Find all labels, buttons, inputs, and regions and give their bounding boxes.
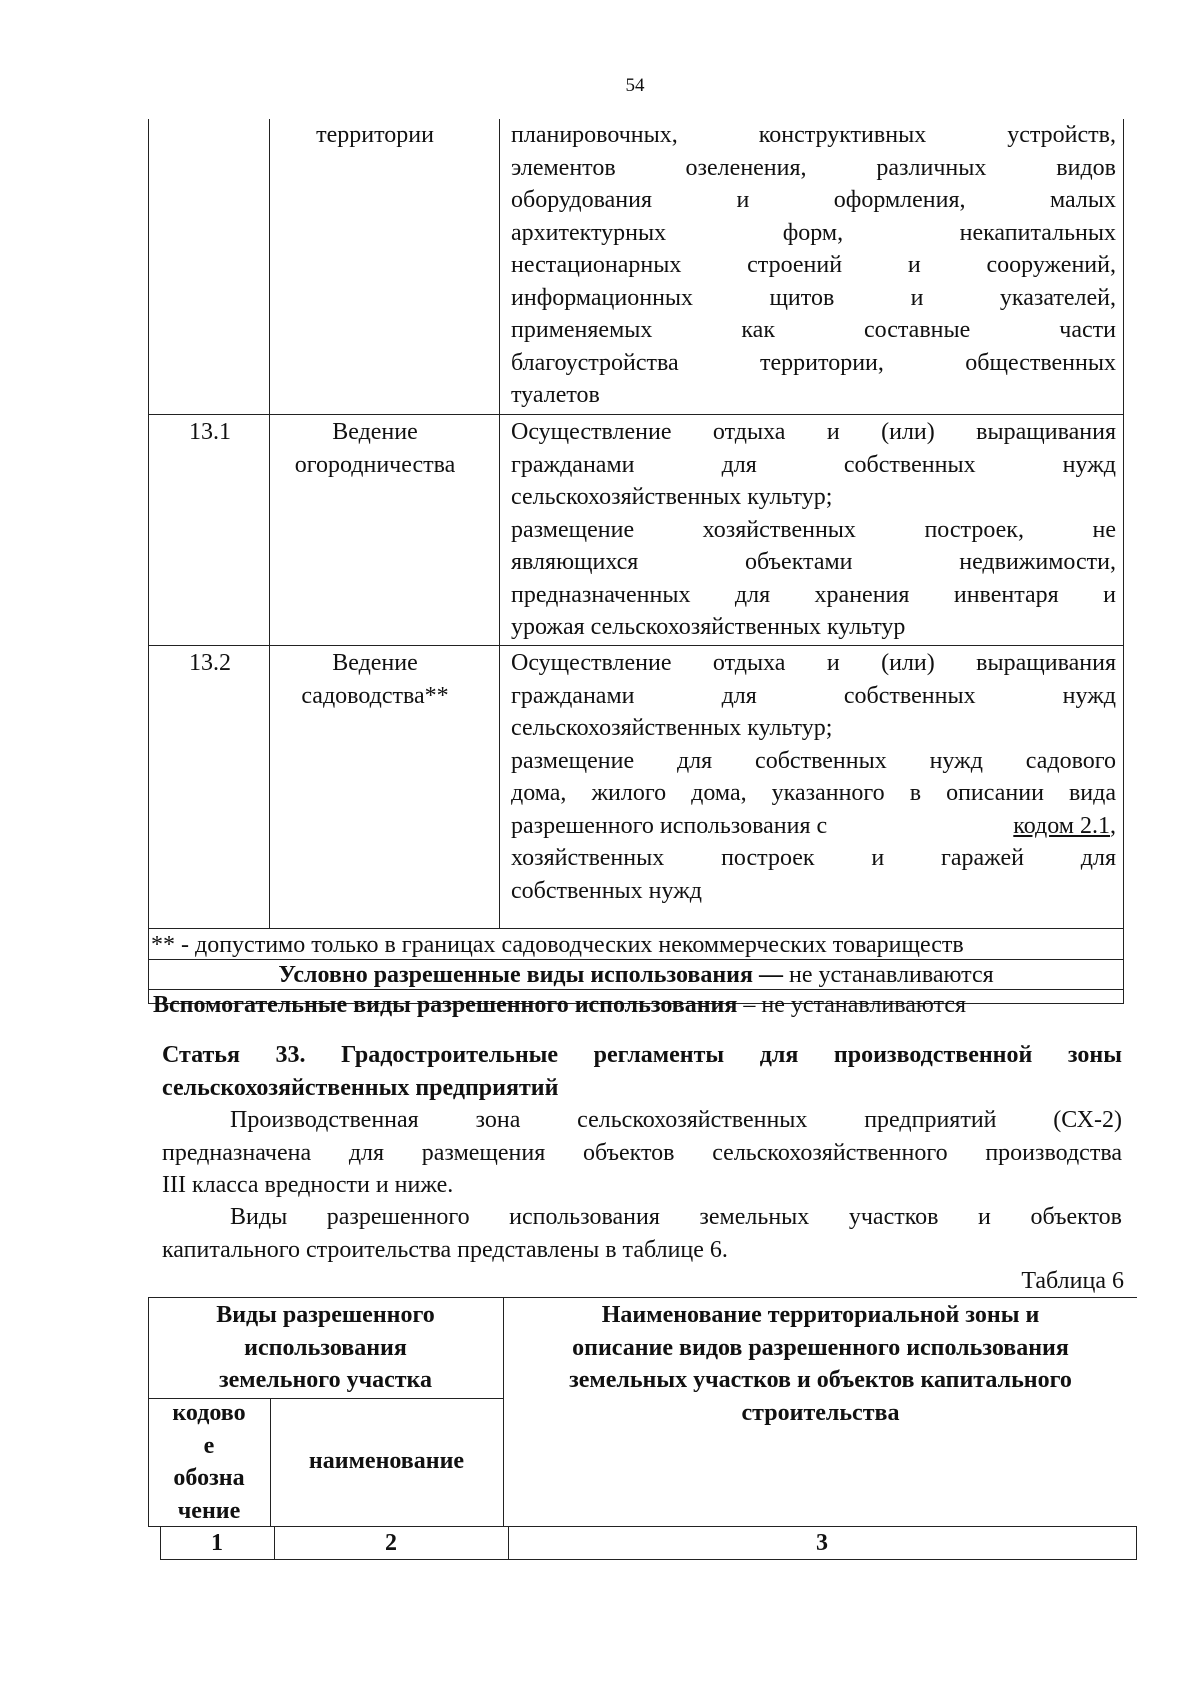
column-divider [269,119,270,929]
column-divider [1136,1526,1137,1560]
column-number-1: 1 [211,1530,223,1556]
zone-regulations-table [148,119,1124,1018]
header-permitted-uses: Виды разрешенного использования земельного участка [216,1302,435,1393]
code-reference-line: разрешенного использования с кодом 2.1, [511,812,1116,839]
column-number-3: 3 [816,1530,828,1556]
territory-row-name: территории [316,122,434,148]
article-paragraph-2: Виды разрешенного использования земельных участков и объектов капитального строительства представлены в таблице 6. [162,1204,1122,1263]
row-13-1-description: Осуществление отдыха и (или) выращивания гражданами для собственных нужд сельскохозяйственных культур; размещение хозяйственных построек, не являющихся объектами недвижимости, предназначенных для хранения инвентаря и урожая сельскохозяйственных культур [511,419,1116,640]
row-13-1-code: 13.1 [189,419,231,445]
header-zone-description: Наименование территориальной зоны и описание видов разрешенного использования земельных участков и объектов капитального строительства [569,1302,1072,1426]
table-6-header [148,1297,1137,1562]
row-divider [149,414,1123,415]
row-13-2-name: Ведение садоводства** [301,650,449,709]
footnote-row: ** - допустимо только в границах садоводческих некоммерческих товариществ [151,932,964,958]
conditional-uses-row: Условно разрешенные виды использования — не устанавливаются [278,962,994,988]
code-2-1-link[interactable]: кодом 2.1 [1013,812,1110,839]
row-13-2-description: Осуществление отдыха и (или) выращивания гражданами для собственных нужд сельскохозяйственных культур; размещение для собственных нужд садового дома, жилого дома, указанного в описании вида разрешенного использования с кодом 2.1, хозяйственных построек и гаражей для собственных нужд [511,650,1116,904]
row-13-1-name: Ведение огородничества [294,419,456,478]
territory-row-description: планировочных, конструктивных устройств, элементов озеленения, различных видов оборудования и оформления, малых архитектурных форм, некапитальных нестационарных строений и сооружений, информационных щитов и указателей, применяемых как составные части благоустройства территории, общественных туалетов [511,122,1116,408]
auxiliary-uses-row: Вспомогательные виды разрешенного использования – не устанавливаются [153,992,967,1018]
article-title: Статья 33. Градостроительные регламенты для производственной зоны сельскохозяйственных предприятий [162,1042,1122,1101]
table-caption: Таблица 6 [1021,1268,1124,1294]
column-number-2: 2 [385,1530,397,1556]
header-code: кодово е обозна чение [172,1400,246,1524]
row-divider [148,1297,1137,1298]
column-divider [499,119,500,929]
header-name: наименование [308,1448,465,1474]
row-divider [149,645,1123,646]
row-13-2-code: 13.2 [189,650,231,676]
article-paragraph-1: Производственная зона сельскохозяйственных предприятий (СХ-2) предназначена для размещения объектов сельскохозяйственного производства III класса вредности и ниже. [162,1107,1122,1198]
page-number: 54 [625,75,645,96]
